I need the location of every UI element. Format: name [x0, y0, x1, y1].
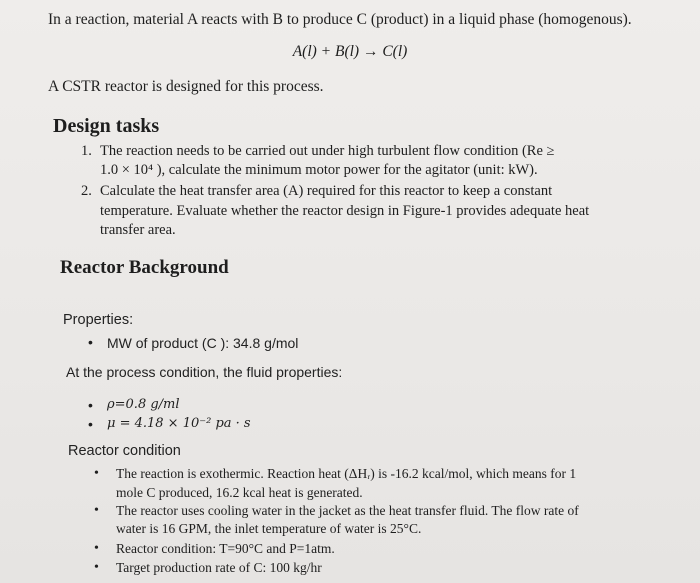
task-line: Calculate the heat transfer area (A) required for this reactor to keep a constant — [100, 183, 553, 199]
condition-line: The reactor uses cooling water in the jacket as the heat transfer fluid. The flow rate of — [116, 503, 579, 518]
fluid-property-item — [107, 397, 180, 413]
process-condition-text: At the process condition, the fluid properties: — [66, 364, 343, 380]
task-number: 1. — [81, 143, 92, 159]
bullet-dot: • — [88, 334, 93, 350]
intro-text: In a reaction, material A reacts with B to produce C (product) in a liquid phase (homogenous). — [48, 11, 632, 28]
bullet-dot: • — [94, 560, 99, 575]
properties-label: Properties: — [63, 312, 134, 328]
task-number: 2. — [81, 183, 92, 199]
property-item: MW of product (C ): 34.8 g/mol — [107, 335, 299, 351]
fluid-property-item — [107, 416, 251, 432]
condition-line: Target production rate of C: 100 kg/hr — [116, 560, 322, 575]
bullet-dot: • — [88, 416, 93, 432]
reactor-background-heading: Reactor Background — [60, 257, 229, 278]
bullet-dot: • — [94, 541, 99, 556]
cstr-statement: A CSTR reactor is designed for this process. — [48, 78, 324, 95]
task-line: temperature. Evaluate whether the reactor design in Figure-1 provides adequate heat — [100, 203, 590, 219]
reaction-equation: A(l) + B(l) → C(l) — [292, 43, 408, 60]
bullet-dot: • — [94, 503, 99, 518]
task-line: transfer area. — [100, 222, 176, 238]
bullet-dot: • — [88, 397, 93, 413]
task-line: 1.0 × 10⁴ ), calculate the minimum motor power for the agitator (unit: kW). — [100, 162, 538, 178]
viscosity-text: μ = 4.18 × 10⁻² pa · s — [107, 416, 251, 431]
reactor-condition-label: Reactor condition — [68, 443, 181, 459]
bullet-dot: • — [94, 466, 99, 481]
condition-line: mole C produced, 16.2 kcal heat is generated. — [116, 485, 363, 500]
condition-line: water is 16 GPM, the inlet temperature of water is 25°C. — [116, 521, 422, 536]
task-line: The reaction needs to be carried out under high turbulent flow condition (Re ≥ — [100, 143, 555, 159]
condition-line: The reaction is exothermic. Reaction heat (ΔHᵣ) is -16.2 kcal/mol, which means for 1 — [116, 466, 577, 481]
condition-line: Reactor condition: T=90°C and P=1atm. — [116, 541, 335, 556]
density-text: ρ=0.8 g/ml — [107, 397, 180, 412]
design-tasks-heading: Design tasks — [53, 115, 160, 137]
